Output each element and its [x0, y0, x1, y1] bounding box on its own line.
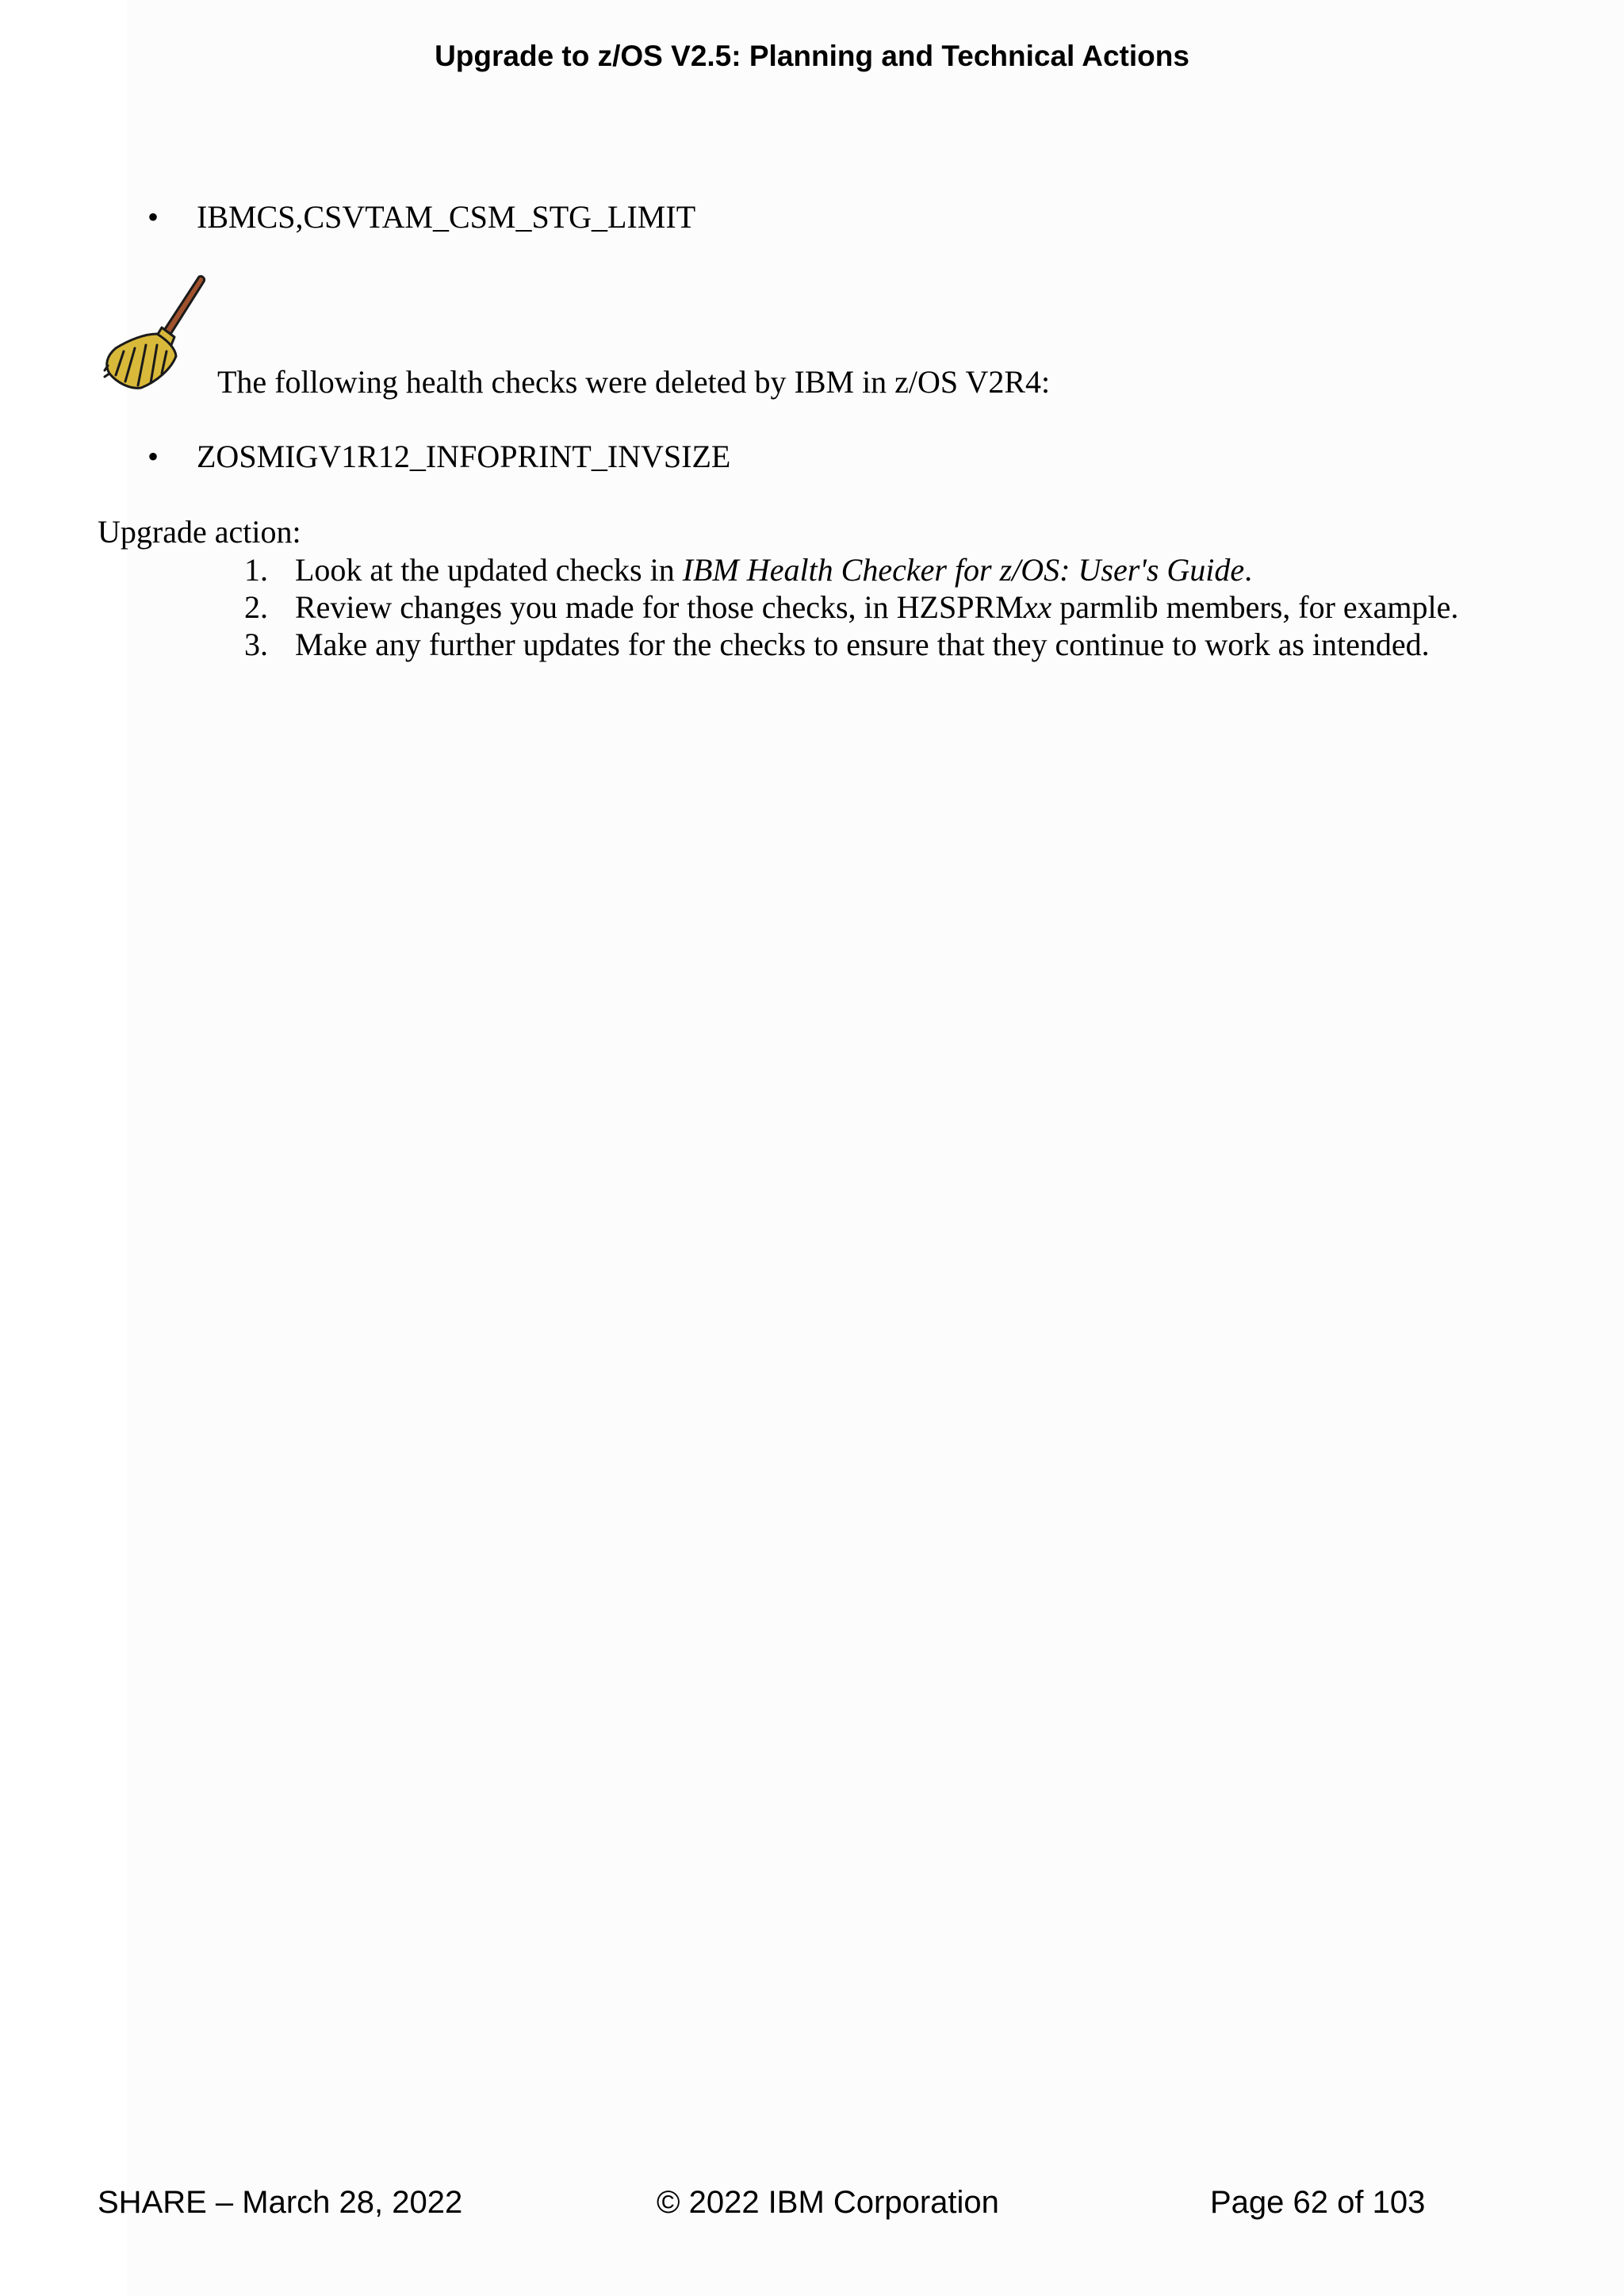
- step-text: [295, 551, 1252, 589]
- health-check-name: ZOSMIGV1R12_INFOPRINT_INVSIZE: [197, 439, 731, 474]
- step-text-plain: Review changes you made for those checks, in HZSPRM: [295, 589, 1024, 625]
- bullet-icon: •: [147, 439, 159, 474]
- step-number: 3.: [244, 627, 268, 662]
- member-suffix: xx: [1023, 589, 1052, 625]
- page-background: [127, 0, 1624, 2296]
- step-text-plain: Make any further updates for the checks to ensure that they continue to work as intended.: [295, 627, 1430, 662]
- page-header-title: Upgrade to z/OS V2.5: Planning and Technical Actions: [435, 40, 1189, 72]
- upgrade-action-label: Upgrade action:: [98, 514, 301, 550]
- footer-event-date: SHARE – March 28, 2022: [98, 2185, 463, 2220]
- step-text: [295, 626, 1430, 664]
- bullet-icon: •: [147, 199, 159, 235]
- broom-icon: [100, 272, 211, 391]
- footer-page-number: Page 62 of 103: [1210, 2185, 1426, 2220]
- health-check-name: IBMCS,CSVTAM_CSM_STG_LIMIT: [197, 199, 696, 235]
- step-number: 2.: [244, 589, 268, 625]
- deleted-checks-intro: The following health checks were deleted by IBM in z/OS V2R4:: [217, 364, 1051, 400]
- step-text-plain: parmlib members, for example.: [1051, 589, 1459, 625]
- guide-title: IBM Health Checker for z/OS: User's Guide: [682, 552, 1245, 588]
- step-number: 1.: [244, 552, 268, 588]
- step-text-plain: .: [1244, 552, 1253, 588]
- step-text-plain: Look at the updated checks in: [295, 552, 683, 588]
- footer-copyright: © 2022 IBM Corporation: [657, 2185, 999, 2220]
- step-text: [295, 588, 1458, 627]
